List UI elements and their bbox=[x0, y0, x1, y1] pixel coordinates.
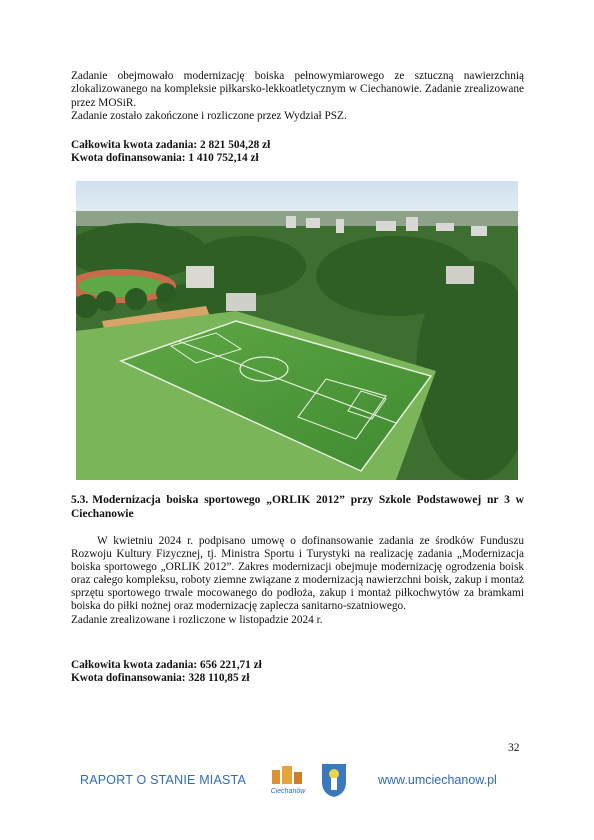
section-completion: Zadanie zrealizowane i rozliczone w listopadzie 2024 r. bbox=[71, 613, 323, 626]
section-number: 5.3. bbox=[71, 494, 89, 506]
section-heading bbox=[71, 494, 524, 521]
intro-block bbox=[71, 70, 524, 124]
city-logo-icon bbox=[268, 764, 308, 796]
city-coat-of-arms-icon bbox=[320, 762, 348, 798]
total-amount-2: Całkowita kwota zadania: 656 221,71 zł bbox=[71, 659, 262, 671]
logo-lettering: Ciechanów bbox=[270, 788, 306, 795]
cofinanced-amount-1: Kwota dofinansowania: 1 410 752,14 zł bbox=[71, 152, 259, 165]
cofinanced-amount-2: Kwota dofinansowania: 328 110,85 zł bbox=[71, 672, 250, 685]
section-body bbox=[71, 535, 524, 627]
stadium-aerial-photo bbox=[76, 181, 518, 480]
footer-website: www.umciechanow.pl bbox=[378, 773, 497, 787]
amounts-block-2 bbox=[71, 659, 262, 686]
intro-completion: Zadanie zostało zakończone i rozliczone przez Wydział PSZ. bbox=[71, 110, 347, 123]
section-paragraph: W kwietniu 2024 r. podpisano umowę o dofinansowanie zadania ze środków Funduszu Rozwoju Kultury Fizycznej, tj. Ministra Sportu i Turystyki na realizację zadania „Modernizacja boiska sportowego „ORLIK 2012”. Zakres modernizacji obejmuje modernizację ogrodzenia boisk oraz całego kompleksu, roboty ziemne związane z modernizacją nawierzchni boisk, zakup i montaż sprzętu sportowego trwale mocowanego do podłoża, zakup i montaż piłkochwytów za bramkami boiska do piłki nożnej oraz modernizację zaplecza sanitarno-szatniowego. bbox=[71, 535, 524, 613]
footer-report-title: RAPORT O STANIE MIASTA bbox=[80, 773, 247, 787]
intro-paragraph: Zadanie obejmowało modernizację boiska pełnowymiarowego ze sztuczną nawierzchnią zlokalizowanego na kompleksie piłkarsko-lekkoatletycznym w Ciechanowie. Zadanie zrealizowane przez MOSiR. bbox=[71, 70, 524, 109]
page-footer bbox=[0, 762, 594, 802]
section-title: Modernizacja boiska sportowego „ORLIK 2012” przy Szkole Podstawowej nr 3 w Ciechanowie bbox=[71, 494, 524, 520]
total-amount-1: Całkowita kwota zadania: 2 821 504,28 zł bbox=[71, 139, 271, 151]
page-number: 32 bbox=[508, 742, 520, 754]
amounts-block-1 bbox=[71, 139, 524, 166]
